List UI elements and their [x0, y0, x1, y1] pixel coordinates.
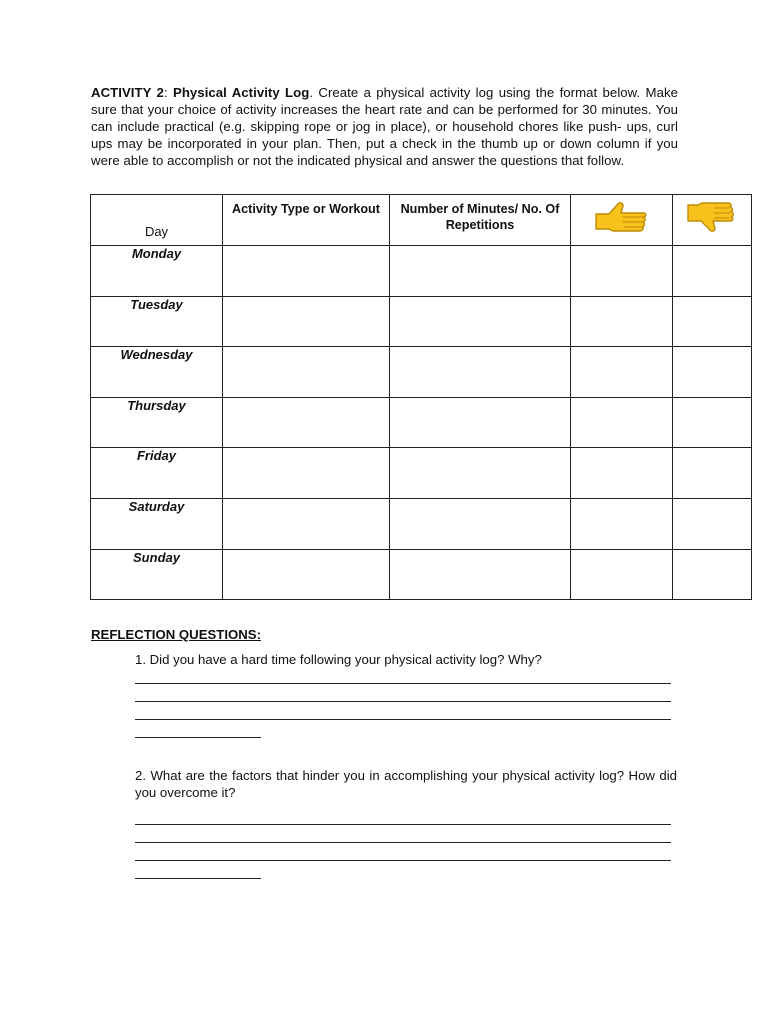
- minutes-cell[interactable]: [390, 296, 571, 347]
- day-cell: Wednesday: [91, 347, 223, 398]
- minutes-cell[interactable]: [390, 549, 571, 600]
- table-row: [91, 549, 752, 600]
- table-row: [91, 448, 752, 499]
- minutes-cell[interactable]: [390, 246, 571, 297]
- day-cell: Thursday: [91, 397, 223, 448]
- thumbs-down-icon: [686, 201, 738, 237]
- thumbs-down-cell[interactable]: [673, 448, 752, 499]
- header-activity-label: Activity Type or Workout: [232, 202, 380, 216]
- answer-line[interactable]: [135, 684, 671, 702]
- minutes-cell[interactable]: [390, 347, 571, 398]
- table-row: [91, 498, 752, 549]
- header-minutes: [390, 195, 571, 246]
- answer-line[interactable]: [135, 807, 671, 825]
- activity-cell[interactable]: [223, 397, 390, 448]
- activity-cell[interactable]: [223, 296, 390, 347]
- activity-text: . Create a physical activity log using the format below. Make sure that your choice of activity increases the heart rate and can be performed for 30 minutes. You can include practical (e.g. skipping rope or jog in place), or household chores like push- ups, curl ups may be incorporated in your plan. Then, put a check in the thumb up or down column if you were able to accomplish or not the indicated physical and answer the questions that follow.: [91, 85, 678, 168]
- question-2: 2. What are the factors that hinder you in accomplishing your physical activity log? How did you overcome it?: [135, 768, 677, 800]
- thumbs-up-cell[interactable]: [571, 246, 673, 297]
- thumbs-down-cell[interactable]: [673, 397, 752, 448]
- table-row: [91, 347, 752, 398]
- minutes-cell[interactable]: [390, 397, 571, 448]
- thumbs-up-cell[interactable]: [571, 296, 673, 347]
- header-thumbs-down: [673, 195, 752, 246]
- activity-cell[interactable]: [223, 498, 390, 549]
- thumbs-up-cell[interactable]: [571, 347, 673, 398]
- thumbs-down-cell[interactable]: [673, 246, 752, 297]
- day-cell: Friday: [91, 448, 223, 499]
- activity-instructions: [91, 84, 678, 169]
- minutes-cell[interactable]: [390, 448, 571, 499]
- activity-cell[interactable]: [223, 448, 390, 499]
- answer-lines-2[interactable]: [135, 807, 671, 879]
- activity-colon: :: [163, 85, 173, 100]
- physical-activity-log-table: [90, 194, 752, 600]
- answer-line[interactable]: [135, 666, 671, 684]
- thumbs-down-cell[interactable]: [673, 347, 752, 398]
- answer-lines-1[interactable]: [135, 666, 671, 738]
- minutes-cell[interactable]: [390, 498, 571, 549]
- thumbs-down-cell[interactable]: [673, 296, 752, 347]
- table-header-row: [91, 195, 752, 246]
- thumbs-down-cell[interactable]: [673, 498, 752, 549]
- activity-cell[interactable]: [223, 549, 390, 600]
- header-activity-type: [223, 195, 390, 246]
- activity-cell[interactable]: [223, 246, 390, 297]
- thumbs-up-cell[interactable]: [571, 448, 673, 499]
- thumbs-up-icon: [593, 200, 651, 238]
- day-cell: Sunday: [91, 549, 223, 600]
- activity-title: Physical Activity Log: [172, 85, 310, 100]
- table-row: [91, 296, 752, 347]
- answer-line[interactable]: [135, 861, 261, 879]
- answer-line[interactable]: [135, 702, 671, 720]
- answer-line[interactable]: [135, 720, 261, 738]
- thumbs-up-cell[interactable]: [571, 397, 673, 448]
- thumbs-down-cell[interactable]: [673, 549, 752, 600]
- question-1: 1. Did you have a hard time following your physical activity log? Why?: [135, 652, 542, 667]
- header-day: Day: [91, 195, 223, 246]
- header-thumbs-up: [571, 195, 673, 246]
- thumbs-up-cell[interactable]: [571, 549, 673, 600]
- thumbs-up-cell[interactable]: [571, 498, 673, 549]
- reflection-questions-title: REFLECTION QUESTIONS:: [91, 627, 261, 642]
- activity-label: ACTIVITY 2: [91, 85, 164, 100]
- table-row: [91, 246, 752, 297]
- day-cell: Monday: [91, 246, 223, 297]
- day-cell: Tuesday: [91, 296, 223, 347]
- activity-cell[interactable]: [223, 347, 390, 398]
- header-minutes-label: Number of Minutes/ No. Of Repetitions: [400, 202, 560, 232]
- answer-line[interactable]: [135, 843, 671, 861]
- table-row: [91, 397, 752, 448]
- answer-line[interactable]: [135, 825, 671, 843]
- day-cell: Saturday: [91, 498, 223, 549]
